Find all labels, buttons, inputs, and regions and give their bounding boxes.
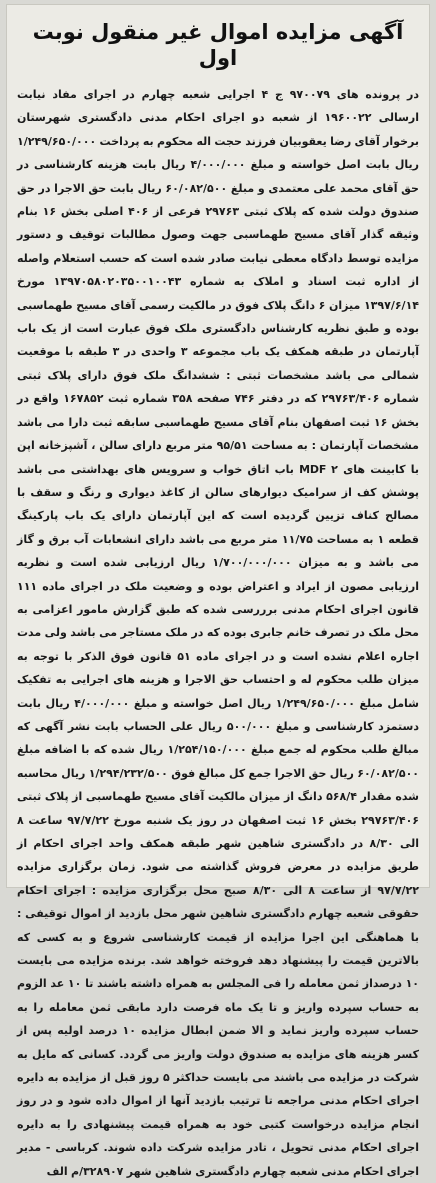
notice-body: در پرونده های ۹۷۰۰۷۹ ج ۴ اجرایی شعبه چهارم در اجرای مفاد نیابت ارسالی ۱۹۶۰۰۲۲ از شعبه دو اجرای احکام مدنی دادگستری شهرستان برخوار آقای رضا یعقوبیان فرزند حجت اله محکوم به پرداخت ۱/۲۴۹/۶۵۰/۰۰۰ ریال بابت اصل خواسته و مبلغ ۴/۰۰۰/۰۰۰ ریال بابت هزینه کارشناسی در حق آقای محمد علی معتمدی و مبلغ ۶۰/۰۸۲/۵۰۰ ریال بابت حق الاجرا در حق صندوق دولت شده که پلاک ثبتی ۲۹۷۶۳ فرعی از ۴۰۶ اصلی بخش ۱۶ بنام وثیقه گذار آقای مسیح طهماسبی جهت وصول مطالبات توقیف و دستور مزایده توسط دادگاه معطی نیابت صادر شده است که حسب استعلام واصله از اداره ثبت اسناد و املاک به شماره ۱۳۹۷۰۵۸۰۲۰۳۵۰۰۱۰۰۴۳ مورخ ۱۳۹۷/۶/۱۴ میزان ۶ دانگ پلاک فوق در مالکیت رسمی آقای مسیح طهماسبی بوده و طبق نظریه کارشناس دادگستری ملک فوق عبارت است از یک باب آپارتمان در طبقه همکف یک باب مجموعه ۳ واحدی در ۳ طبقه با موقعیت شمالی می باشد مشخصات ثبتی : ششدانگ ملک فوق دارای پلاک ثبتی شماره ۲۹۷۶۳/۴۰۶ که در دفتر ۷۴۶ صفحه ۳۵۸ شماره ثبت ۱۶۷۸۵۲ واقع در بخش ۱۶ ثبت اصفهان بنام آقای مسیح طهماسبی سابقه ثبت دارا می باشد مشخصات آپارتمان : به مساحت ۹۵/۵۱ متر مربع دارای سالن ، آشپزخانه اپن با کابینت های MDF ۲ باب اتاق خواب و سرویس های بهداشتی می باشد پوشش کف از سرامیک دیوارهای سالن از کاغذ دیواری و رنگ و سقف با مصالح کناف تزیین گردیده است که این آپارتمان دارای یک باب پارکینگ قطعه ۱ به مساحت ۱۱/۷۵ متر مربع می باشد دارای انشعابات آب برق و گاز می باشد و به میزان ۱/۷۰۰/۰۰۰/۰۰۰ ریال ارزیابی شده است و نظریه ارزیابی مصون از ایراد و اعتراض بوده و وضعیت ملک در اجرای ماده ۱۱۱ قانون اجرای احکام مدنی برررسی شده که طبق گزارش مامور اعزامی به محل ملک در تصرف خانم جابری بوده که در ملک مستاجر می باشد ولی مدت اجاره اعلام نشده است و در اجرای ماده ۵۱ قانون فوق الذکر با توجه به میزان طلب محکوم له و احتساب حق الاجرا و هزینه های اجرایی به تفکیک شامل مبلغ ۱/۲۴۹/۶۵۰/۰۰۰ ریال اصل خواسته و مبلغ ۴/۰۰۰/۰۰۰ ریال بابت دستمزد کارشناسی و مبلغ ۵۰۰/۰۰۰ ریال علی الحساب بابت نشر آگهی که مبالغ طلب محکوم له جمع مبلغ ۱/۲۵۴/۱۵۰/۰۰۰ ریال شده که با اضافه مبلغ ۶۰/۰۸۲/۵۰۰ ریال حق الاجرا جمع کل مبالغ فوق ۱/۲۹۴/۲۳۲/۵۰۰ ریال محاسبه شده مقدار ۵۶۸/۴ دانگ از میزان مالکیت آقای مسیح طهماسبی از پلاک ثبتی ۲۹۷۶۳/۴۰۶ بخش ۱۶ ثبت اصفهان در روز یک شنبه مورخ ۹۷/۷/۲۲ ساعت ۸ الی ۸/۳۰ در دادگستری شاهین شهر طبقه همکف واحد اجرای احکام از طریق مزایده در معرض فروش گذاشته می شود. زمان برگزاری مزایده ۹۷/۷/۲۲ از ساعت ۸ الی ۸/۳۰ صبح محل برگزاری مزایده : اجرای احکام حقوقی شعبه چهارم دادگستری شاهین شهر محل بازدید از اموال توقیفی : با هماهنگی این اجرا مزایده از قیمت کارشناسی شروع و به کسی که بالاترین قیمت را پیشنهاد دهد فروخته خواهد شد. برنده مزایده می بایست ۱۰ درصداز ثمن معامله را فی المجلس به همراه داشته باشند تا ۱۰ عد الزوم به حساب سپرده واریز و تا یک ماه فرصت دارد مابقی ثمن معامله را به حساب سپرده واریز نماید و الا ضمن ابطال مزایده ۱۰ درصد اولیه پس از کسر هزینه های مزایده به صندوق دولت واریز می گردد. کسانی که مایل به شرکت در مزایده می باشند می بایست حداکثر ۵ روز قبل از مزایده به دایره اجرای احکام مدنی مراجعه تا ترتیب بازدید آنها از اموال داده شود و در روز انجام مزایده درخواست کتبی خود به همراه قیمت پیشنهادی را به دایره اجرای احکام مدنی تحویل ، تادر مزایده شرکت داده شوند. کرباسی - مدیر اجرای احکام مدنی شعبه چهارم دادگستری شاهین شهر ۳۲۸۹۰۷/م الف: [17, 88, 420, 1178]
newspaper-clipping: [6, 4, 430, 1178]
notice-title: آگهی مزایده اموال غیر منقول نوبت اول: [32, 20, 404, 70]
